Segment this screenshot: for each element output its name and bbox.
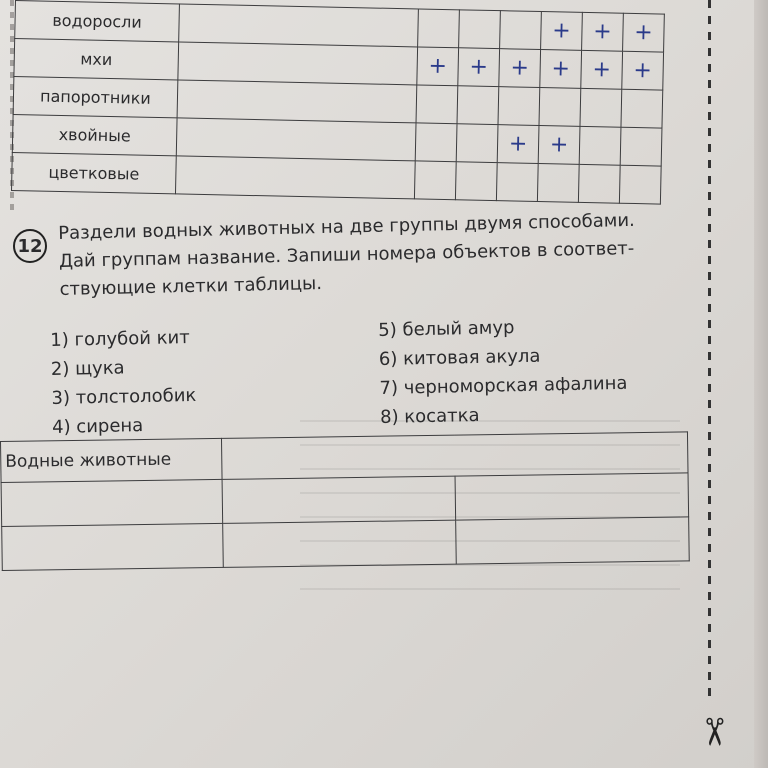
list-item: 8) косатка	[379, 404, 480, 428]
mark-cell	[578, 164, 620, 203]
mark-cell	[619, 165, 661, 204]
mark-cell	[455, 162, 497, 201]
mark-cell: +	[582, 12, 624, 51]
answer-table	[0, 431, 690, 571]
mark-cell: +	[458, 48, 500, 87]
mark-cell: +	[540, 50, 582, 89]
instruction-line: ствующие клетки таблицы.	[59, 273, 323, 300]
mark-cell	[415, 123, 457, 162]
answer-cell[interactable]	[222, 476, 456, 523]
mark-cell	[456, 124, 498, 163]
mark-cell	[580, 88, 622, 127]
mark-cell	[498, 87, 540, 126]
instruction-line: Раздели водных животных на две группы двумя способами.	[58, 209, 636, 244]
mark-cell	[621, 89, 663, 128]
mark-cell	[620, 127, 662, 166]
mark-cell	[418, 9, 460, 48]
task-instructions	[58, 206, 690, 304]
answer-cell[interactable]	[455, 473, 689, 520]
mark-cell: +	[538, 126, 580, 165]
task-number-badge: 12	[13, 229, 47, 263]
answer-cell[interactable]	[223, 520, 457, 567]
cut-line	[708, 0, 711, 700]
list-item: 3) толстолобик	[51, 384, 197, 409]
list-item: 4) сирена	[51, 415, 144, 438]
mark-cell: +	[497, 125, 539, 164]
animal-list-left	[50, 323, 197, 442]
mark-cell: +	[623, 13, 665, 52]
mark-cell	[457, 86, 499, 125]
mark-cell: +	[417, 47, 459, 86]
row-label: хвойные	[12, 114, 177, 155]
list-item: 1) голубой кит	[50, 327, 190, 351]
scissors-icon: ✂	[691, 716, 736, 748]
mark-cell: +	[499, 49, 541, 88]
mark-cell	[500, 11, 542, 50]
row-label: цветковые	[12, 152, 177, 193]
row-label: мхи	[14, 39, 179, 80]
row-label: папоротники	[13, 76, 178, 117]
mark-cell	[414, 161, 456, 200]
mark-cell	[459, 10, 501, 49]
answer-cell[interactable]	[456, 517, 690, 564]
mark-cell: +	[581, 50, 623, 89]
list-item: 7) черноморская афалина	[379, 372, 628, 399]
animal-list-right	[378, 311, 628, 432]
page-edge	[754, 0, 768, 768]
plants-table	[11, 0, 665, 205]
mark-cell	[416, 85, 458, 124]
instruction-line: Дай группам название. Запиши номера объектов в соответ-	[58, 237, 635, 272]
list-item: 2) щука	[50, 357, 125, 380]
list-item: 5) белый амур	[378, 317, 515, 341]
list-item: 6) китовая акула	[378, 345, 541, 370]
answer-cell[interactable]	[2, 523, 224, 570]
mark-cell	[496, 163, 538, 202]
answer-cell[interactable]	[1, 479, 223, 526]
mark-cell: +	[541, 12, 583, 51]
row-label: водоросли	[15, 1, 180, 42]
table-row	[2, 517, 690, 571]
mark-cell: +	[622, 51, 664, 90]
mark-cell	[537, 163, 579, 202]
answer-table-header: Водные животные	[1, 438, 223, 482]
answer-cell[interactable]	[221, 432, 688, 480]
mark-cell	[539, 88, 581, 127]
mark-cell	[579, 126, 621, 165]
